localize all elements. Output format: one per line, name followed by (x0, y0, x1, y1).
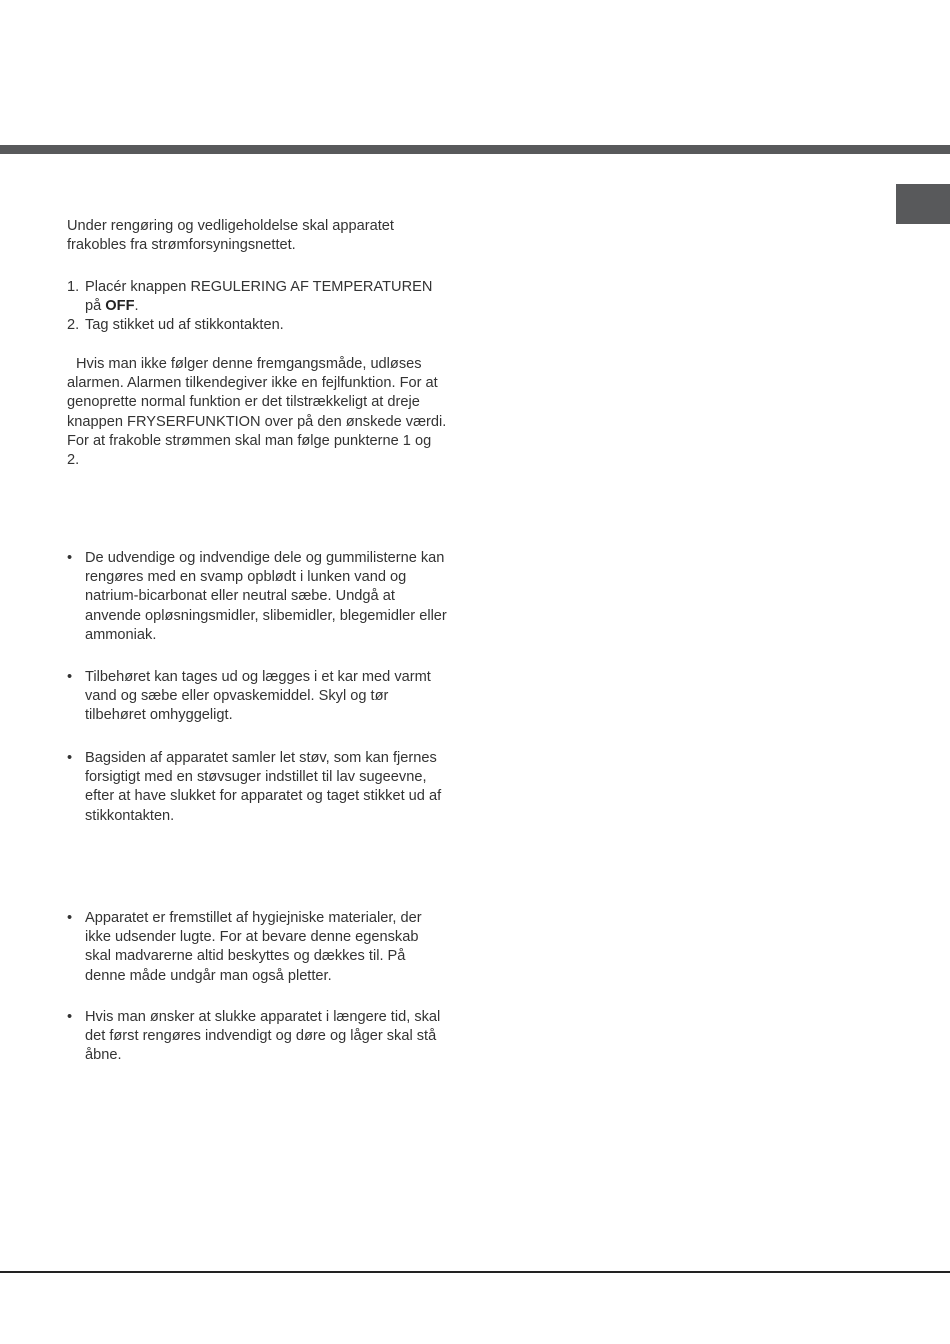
step-number: 1. (67, 279, 80, 295)
step-text: Placér knappen REGULERING AF TEMPERATUREN på OFF. (85, 279, 433, 315)
intro-block (67, 217, 447, 255)
hygiene-bullet (67, 1008, 447, 1066)
bullet-dot: • (67, 669, 73, 685)
step-item (67, 316, 447, 335)
cleaning-bullet (67, 749, 447, 826)
bullet-text: Bagsiden af apparatet samler let støv, som kan fjernes forsigtigt med en støvsuger indstillet til lav sugeevne, efter at have slukket for apparatet og taget stikket ud af stikkontakten. (85, 750, 442, 824)
bullet-dot: • (67, 550, 73, 566)
header-rule (0, 145, 950, 154)
step-item (67, 278, 447, 316)
bullet-text: Hvis man ønsker at slukke apparatet i længere tid, skal det først rengøres indvendigt og døre og låger skal stå åbne. (85, 1009, 441, 1064)
step-text: Tag stikket ud af stikkontakten. (85, 317, 284, 334)
step-number: 2. (67, 317, 80, 334)
intro-paragraph: Under rengøring og vedligeholdelse skal apparatet frakobles fra strømforsyningsnettet. (67, 218, 394, 254)
bullet-text: Tilbehøret kan tages ud og lægges i et kar med varmt vand og sæbe eller opvaskemiddel. Skyl og tør tilbehøret omhyggeligt. (85, 669, 431, 724)
cleaning-bullet (67, 668, 447, 726)
hygiene-bullet (67, 909, 447, 986)
off-label: OFF (105, 298, 135, 315)
bullet-dot: • (67, 1009, 73, 1025)
bullet-dot: • (67, 910, 73, 926)
alarm-note-paragraph: Hvis man ikke følger denne fremgangsmåde, udløses alarmen. Alarmen tilkendegiver ikke en fejlfunktion. For at genoprette normal funktion er det tilstrækkeligt at dreje knappen FRYSERFUNKTION over på den ønskede værdi. For at frakoble strømmen skal man følge punkterne 1 og 2. (67, 356, 447, 469)
alarm-note-block (67, 355, 447, 470)
bullet-dot: • (67, 750, 73, 766)
cleaning-bullet (67, 549, 447, 645)
footer-rule (0, 1271, 950, 1273)
bullet-text: Apparatet er fremstillet af hygiejniske materialer, der ikke udsender lugte. For at bevare denne egenskab skal madvarerne altid beskyttes og dækkes til. På denne måde undgår man også pletter. (85, 910, 422, 984)
language-tab-marker (896, 184, 950, 224)
steps-list (67, 278, 447, 336)
bullet-text: De udvendige og indvendige dele og gummilisterne kan rengøres med en svamp opblødt i lunken vand og natrium-bicarbonat eller neutral sæbe. Undgå at anvende opløsningsmidler, slibemidler, blegemidler eller ammoniak. (85, 550, 447, 643)
